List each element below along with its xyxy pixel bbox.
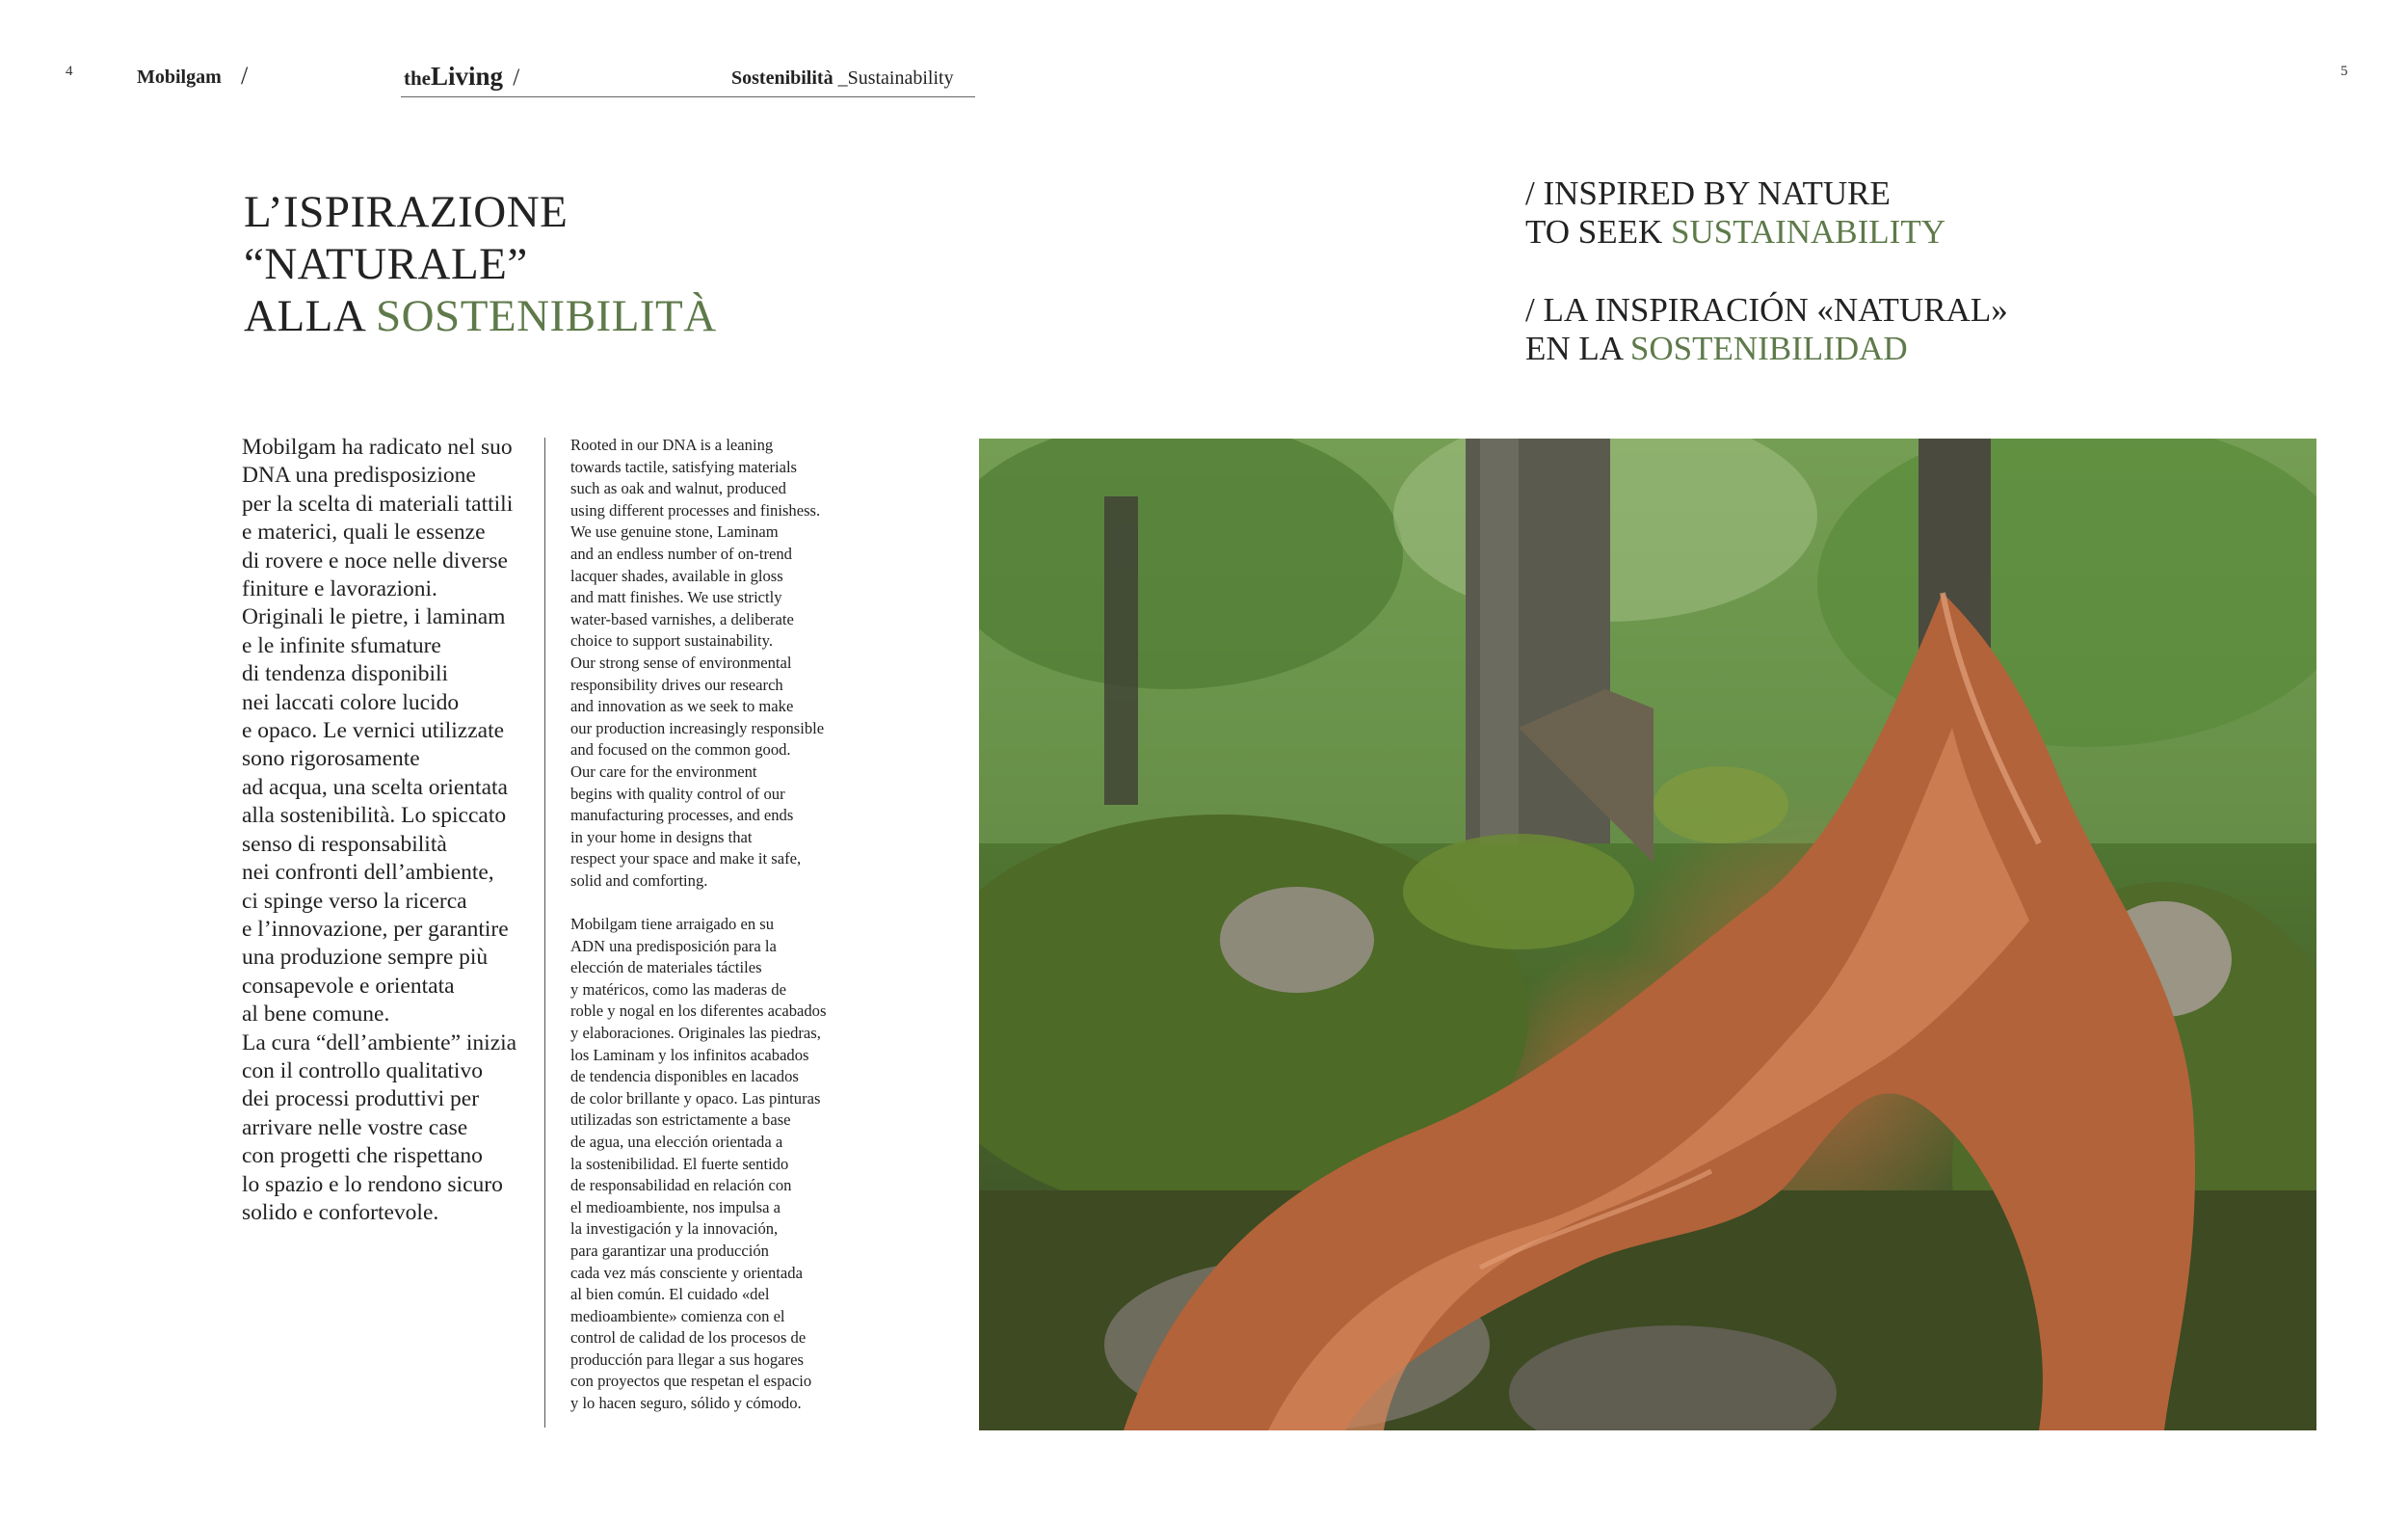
page-title-it [244,186,918,342]
title-it-accent: SOSTENIBILITÀ [375,291,717,341]
subtitle-en [1525,174,2296,252]
living-separator: / [513,65,520,91]
column-divider [544,438,545,1428]
page-number-right: 5 [2341,64,2348,79]
subtitle-es-line1: / LA INSPIRACIÓN «NATURAL» [1525,291,2008,329]
subtitle-en-line1: / INSPIRED BY NATURE [1525,174,1891,212]
brand-name: Mobilgam [137,67,222,88]
body-text-it: Mobilgam ha radicato nel suo DNA una predisposizione per la scelta di materiali tattili e materici, quali le essenze di rovere e noce nelle diverse finiture e lavorazioni. Originali le pietre, i laminam e le infinite sfumature di tendenza disponibili nei laccati colore lucido e opaco. Le vernici utilizzate sono rigorosamente ad acqua, una scelta orientata alla sostenibilità. Lo spiccato senso di responsabilità nei confronti dell’ambiente, ci spinge verso la ricerca e l’innovazione, per garantire una produzione sempre più consapevole e orientata al bene comune. La cura “dell’ambiente” inizia con il controllo qualitativo dei processi produttivi per arrivare nelle vostre case con progetti che rispettano lo spazio e lo rendono sicuro solido e confortevole. [242,435,517,1225]
section-title-it: Sostenibilità [731,67,834,89]
subtitle-es-line2 [1525,330,2296,368]
living-prefix: the [404,67,431,90]
title-it-line3-plain: ALLA [244,291,376,341]
title-it-line2: “NATURALE” [244,239,528,289]
subtitle-en-accent: SUSTAINABILITY [1671,213,1945,251]
subtitle-es-line2-plain: EN LA [1525,330,1630,367]
body-text-es: Mobilgam tiene arraigado en su ADN una predisposición para la elección de materiales táctiles y matéricos, como las maderas de roble y nogal en los diferentes acabados y elaboraciones. Originales las piedras, los Laminam y los infinitos acabados de tendencia disponibles en lacados de color brillante y opaco. Las pinturas utilizadas son estrictamente a base de agua, una elección orientada a la sostenibilidad. El fuerte sentido de responsabilidad en relación con el medioambiente, nos impulsa a la investigación y la innovación, para garantizar una producción cada vez más consciente y orientada al bien común. El cuidado «del medioambiente» comienza con el control de calidad de los procesos de producción para llegar a sus hogares con proyectos que respetan el espacio y lo hacen seguro, sólido y cómodo. [570,915,827,1413]
section-title [731,67,954,90]
forest-stump-photo [979,439,2316,1430]
living-header [404,62,519,92]
subtitle-es [1525,291,2296,368]
header-separator: / [241,62,249,90]
title-it-line3 [244,290,918,342]
forest-stump-illustration [979,439,2316,1430]
body-text-en: Rooted in our DNA is a leaning towards tactile, satisfying materials such as oak and walnut, produced using different processes and finishess. We use genuine stone, Laminam and an endless number of on-trend lacquer shades, available in gloss and matt finishes. We use strictly water-based varnishes, a deliberate choice to support sustainability. Our strong sense of environmental responsibility drives our research and innovation as we seek to make our production increasingly responsible and focused on the common good. Our care for the environment begins with quality control of our manufacturing processes, and ends in your home in designs that respect your space and make it safe, solid and comforting. [570,436,825,890]
subtitle-en-line2 [1525,213,2296,252]
title-it-line1: L’ISPIRAZIONE [244,187,569,237]
subtitle-es-accent: SOSTENIBILIDAD [1629,330,1908,367]
header-rule [401,96,975,97]
subtitle-en-line2-plain: TO SEEK [1525,213,1672,251]
section-title-en: _Sustainability [837,67,954,89]
page-number-left: 4 [66,64,73,79]
living-title: Living [431,62,504,91]
